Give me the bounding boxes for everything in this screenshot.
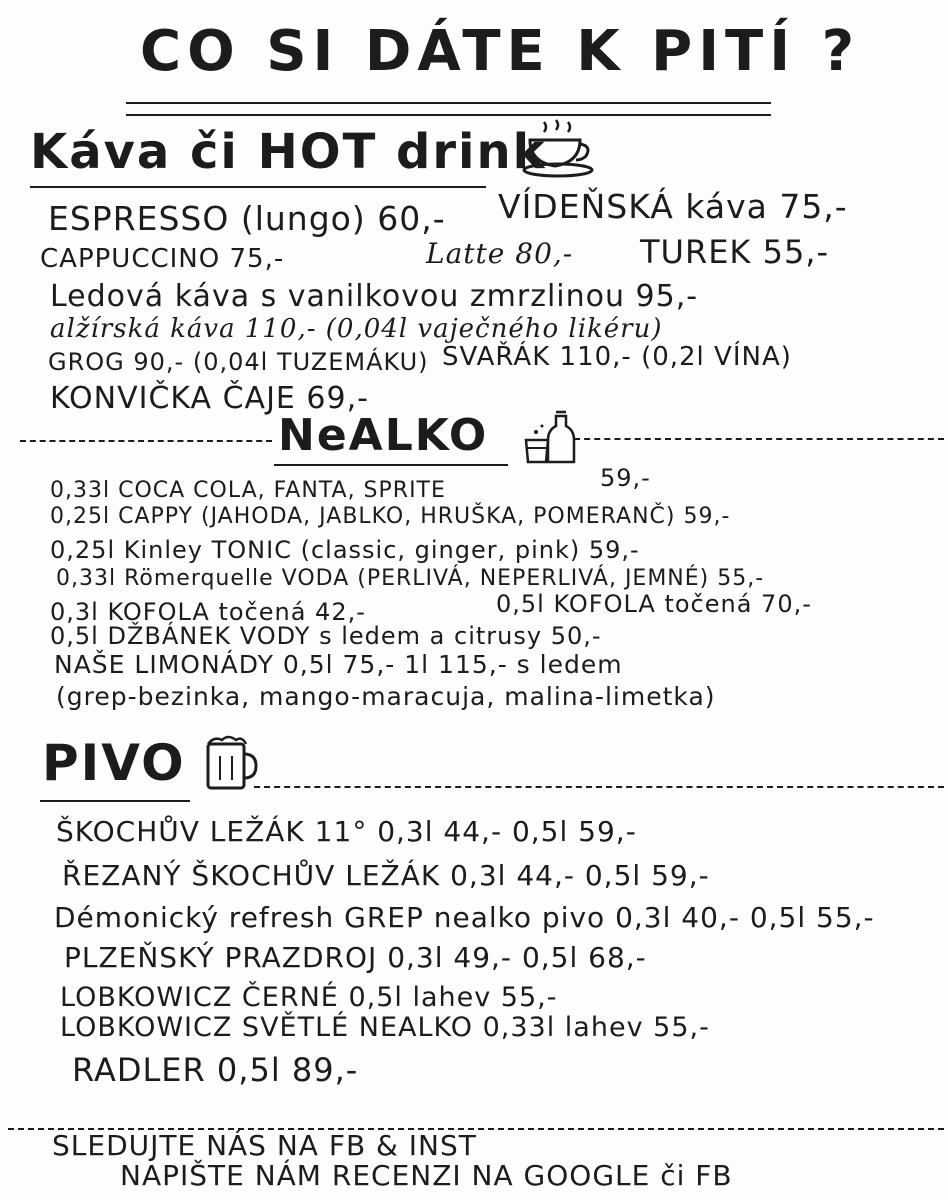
beer-line-rezany: ŘEZANÝ ŠKOCHŮV LEŽÁK 0,3l 44,- 0,5l 59,-	[62, 859, 710, 892]
nealko-heading-underline	[274, 464, 508, 466]
nealko-line-cola-price: 59,-	[600, 464, 651, 492]
coffee-line-latte: Latte 80,-	[426, 237, 574, 270]
coffee-line-viennese: VÍDEŇSKÁ káva 75,-	[498, 187, 848, 226]
coffee-line-cappuccino: CAPPUCCINO 75,-	[40, 244, 285, 274]
coffee-line-turek: TUREK 55,-	[640, 233, 830, 271]
nealko-line-lemonades: NAŠE LIMONÁDY 0,5l 75,- 1l 115,- s ledem	[54, 650, 623, 679]
nealko-line-water-jug: 0,5l DŽBÁNEK VODY s ledem a citrusy 50,-	[50, 622, 602, 650]
footer-review-text: NAPIŠTE NÁM RECENZI NA GOOGLE či FB	[120, 1159, 733, 1192]
coffee-line-algerian: alžírská káva 110,- (0,04l vaječného likéru)	[50, 314, 663, 344]
beer-line-lobkowicz-cerne: LOBKOWICZ ČERNÉ 0,5l lahev 55,-	[60, 982, 558, 1013]
coffee-section-heading: Káva či HOT drink	[30, 124, 547, 180]
coffee-line-svarak: SVAŘÁK 110,- (0,2l VÍNA)	[442, 342, 792, 372]
footer-follow-text: SLEDUJTE NÁS NA FB & INST	[52, 1129, 477, 1162]
nealko-line-romerquelle: 0,33l Römerquelle VODA (PERLIVÁ, NEPERLIVÁ, JEMNÉ) 55,-	[56, 566, 765, 591]
coffee-cup-icon	[522, 118, 602, 182]
title-underline-2	[126, 114, 771, 116]
menu-title: CO SI DÁTE K PITÍ ?	[140, 19, 861, 84]
coffee-line-grog: GROG 90,- (0,04l TUZEMÁKU)	[48, 348, 429, 376]
nealko-line-cappy: 0,25l CAPPY (JAHODA, JABLKO, HRUŠKA, POMERANČ) 59,-	[50, 504, 731, 529]
nealko-line-lemonade-flavors: (grep-bezinka, mango-maracuja, malina-limetka)	[56, 682, 716, 711]
coffee-line-iced-coffee: Ledová káva s vanilkovou zmrzlinou 95,-	[50, 279, 699, 314]
beer-divider	[254, 786, 944, 788]
beer-section-heading: PIVO	[42, 734, 186, 792]
beer-mug-icon	[204, 734, 258, 792]
nealko-divider-left	[20, 440, 272, 442]
beer-line-radler: RADLER 0,5l 89,-	[72, 1051, 359, 1089]
beer-line-lobkowicz-svetle: LOBKOWICZ SVĚTLÉ NEALKO 0,33l lahev 55,-	[60, 1012, 710, 1043]
title-underline	[126, 102, 771, 104]
coffee-line-espresso: ESPRESSO (lungo) 60,-	[48, 199, 446, 238]
beer-line-skochuv: ŠKOCHŮV LEŽÁK 11° 0,3l 44,- 0,5l 59,-	[56, 815, 637, 848]
bottle-and-glasses-icon	[522, 410, 578, 466]
nealko-section-heading: NeALKO	[278, 410, 489, 461]
nealko-line-cola: 0,33l COCA COLA, FANTA, SPRITE	[50, 478, 446, 503]
nealko-line-kofola-large: 0,5l KOFOLA točená 70,-	[496, 590, 812, 618]
beer-line-plzensky: PLZEŇSKÝ PRAZDROJ 0,3l 49,- 0,5l 68,-	[64, 941, 647, 974]
nealko-line-kinley: 0,25l Kinley TONIC (classic, ginger, pink) 59,-	[50, 536, 640, 564]
coffee-heading-underline	[30, 186, 486, 188]
beer-line-demonicky: Démonický refresh GREP nealko pivo 0,3l 40,- 0,5l 55,-	[54, 901, 875, 934]
beer-heading-underline	[40, 800, 190, 802]
nealko-line-kofola-small: 0,3l KOFOLA točená 42,-	[50, 598, 366, 626]
coffee-line-tea-pot: KONVIČKA ČAJE 69,-	[50, 381, 369, 416]
nealko-divider-right	[574, 438, 944, 440]
